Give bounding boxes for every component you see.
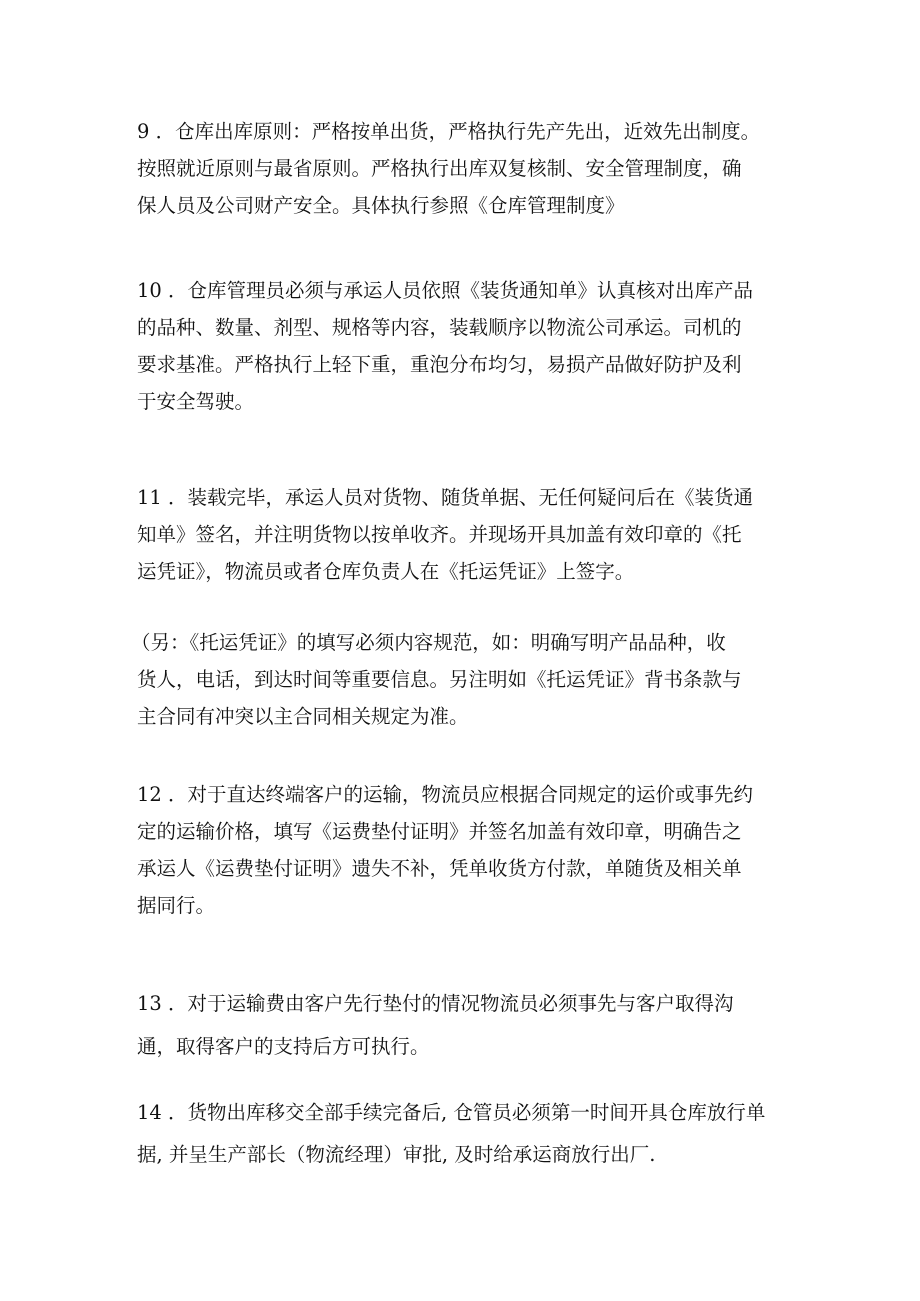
text-line: 10 ．仓库管理员必须与承运人员依照《装货通知单》认真核对出库产品 bbox=[137, 279, 754, 302]
paragraph-item-13 bbox=[137, 985, 797, 1065]
text-line: 于安全驾驶。 bbox=[137, 390, 255, 413]
text-line: 要求基准。严格执行上轻下重，重泡分布均匀，易损产品做好防护及利 bbox=[137, 353, 742, 376]
paragraph-item-9 bbox=[137, 113, 797, 224]
paragraph-item-12 bbox=[137, 776, 797, 924]
text-line: 通，取得客户的支持后方可执行。 bbox=[137, 1035, 430, 1058]
text-line: 9 ．仓库出库原则：严格按单出货，严格执行先产先出，近效先出制度。 bbox=[137, 120, 761, 143]
text-line: 12 ．对于直达终端客户的运输，物流员应根据合同规定的运价或事先约 bbox=[137, 783, 754, 806]
paragraph-item-11-note bbox=[131, 624, 791, 735]
text-line: 保人员及公司财产安全。具体执行参照《仓库管理制度》 bbox=[137, 194, 625, 217]
text-line: 定的运输价格，填写《运费垫付证明》并签名加盖有效印章，明确告之 bbox=[137, 820, 742, 843]
text-line: 据同行。 bbox=[137, 894, 216, 917]
text-line: 13 ．对于运输费由客户先行垫付的情况物流员必须事先与客户取得沟 bbox=[137, 992, 734, 1015]
text-line: 承运人《运费垫付证明》遗失不补，凭单收货方付款，单随货及相关单 bbox=[137, 857, 742, 880]
text-line: 据, 并呈生产部长（物流经理）审批, 及时给承运商放行出厂. bbox=[137, 1143, 656, 1166]
paragraph-item-14 bbox=[137, 1094, 797, 1173]
paragraph-item-10 bbox=[137, 272, 797, 420]
text-line: 11 ．装载完毕，承运人员对货物、随货单据、无任何疑问后在《装货通 bbox=[137, 486, 754, 509]
text-line: 货人，电话，到达时间等重要信息。另注明如《托运凭证》背书条款与 bbox=[137, 668, 742, 691]
text-line: 14 ．货物出库移交全部手续完备后, 仓管员必须第一时间开具仓库放行单 bbox=[137, 1101, 766, 1124]
text-line: （另：《托运凭证》的填写必须内容规范，如：明确写明产品品种，收 bbox=[131, 631, 726, 654]
text-line: 按照就近原则与最省原则。严格执行出库双复核制、安全管理制度，确 bbox=[137, 157, 742, 180]
paragraph-item-11 bbox=[137, 479, 797, 590]
text-line: 主合同有冲突以主合同相关规定为准。 bbox=[137, 705, 469, 728]
text-line: 知单》签名，并注明货物以按单收齐。并现场开具加盖有效印章的《托 bbox=[137, 523, 742, 546]
text-line: 运凭证》，物流员或者仓库负责人在《托运凭证》上签字。 bbox=[137, 560, 635, 583]
text-line: 的品种、数量、剂型、规格等内容，装载顺序以物流公司承运。司机的 bbox=[137, 316, 742, 339]
